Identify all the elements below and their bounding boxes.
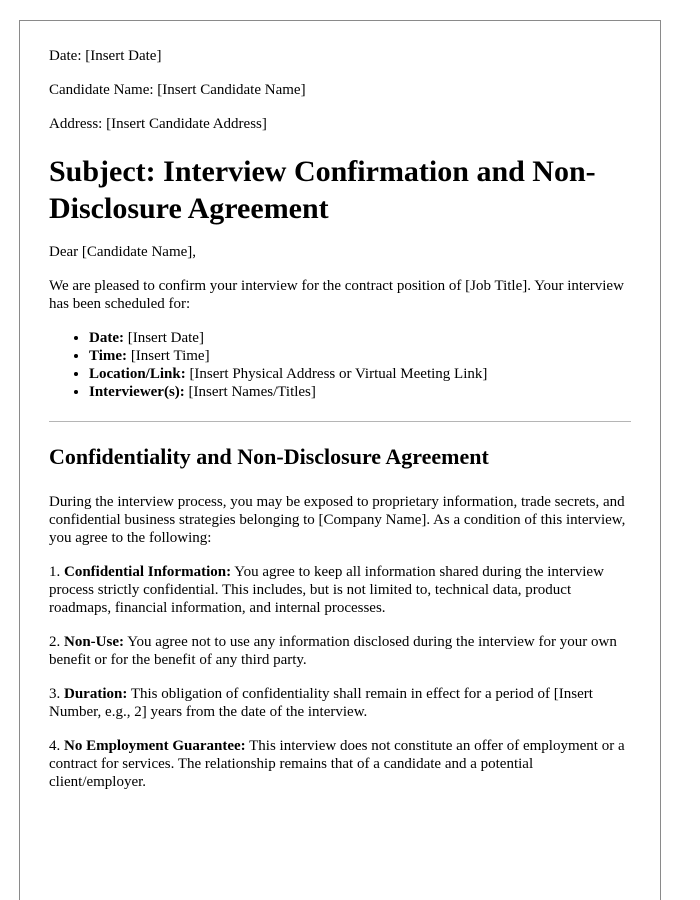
term-number: 1. [49, 564, 64, 580]
term-number: 4. [49, 738, 64, 754]
intro-paragraph: We are pleased to confirm your interview for the contract position of [Job Title]. Your interview has been scheduled for: [49, 278, 624, 312]
term-title: Confidential Information: [64, 564, 232, 580]
term-non-use [49, 633, 631, 669]
address-line: Address: [Insert Candidate Address] [49, 116, 267, 132]
schedule-label: Time: [89, 348, 128, 364]
schedule-value: [Insert Names/Titles] [184, 384, 316, 400]
letter-document [19, 20, 661, 900]
term-text: You agree not to use any information disclosed during the interview for your own benefit or for the benefit of any third party. [49, 634, 617, 668]
term-text: This interview does not constitute an offer of employment or a contract for services. The relationship remains that of a candidate and a potential client/employer. [49, 738, 625, 790]
term-number: 2. [49, 634, 64, 650]
schedule-label: Location/Link: [89, 366, 186, 382]
salutation: Dear [Candidate Name], [49, 244, 197, 260]
nda-heading: Confidentiality and Non-Disclosure Agreement [49, 444, 489, 469]
schedule-label: Date: [89, 330, 124, 346]
schedule-item-location [89, 365, 631, 383]
candidate-name-line: Candidate Name: [Insert Candidate Name] [49, 82, 306, 98]
section-divider [49, 421, 631, 422]
subject-heading: Subject: Interview Confirmation and Non-Disclosure Agreement [49, 155, 596, 225]
schedule-label: Interviewer(s): [89, 384, 185, 400]
schedule-value: [Insert Time] [127, 348, 210, 364]
term-title: Duration: [64, 686, 128, 702]
term-no-employment-guarantee [49, 737, 631, 791]
nda-intro-paragraph: During the interview process, you may be exposed to proprietary information, trade secrets, and confidential business strategies belonging to [Company Name]. As a condition of this interview, you agree to the following: [49, 494, 626, 546]
schedule-value: [Insert Date] [123, 330, 204, 346]
schedule-list [49, 329, 631, 401]
term-number: 3. [49, 686, 64, 702]
term-text: This obligation of confidentiality shall remain in effect for a period of [Insert Number, e.g., 2] years from the date of the interview. [49, 686, 593, 720]
term-text: You agree to keep all information shared during the interview process strictly confidential. This includes, but is not limited to, technical data, product roadmaps, financial information, and internal processes. [49, 564, 604, 616]
term-title: Non-Use: [64, 634, 124, 650]
schedule-item-interviewers [89, 383, 631, 401]
schedule-item-time [89, 347, 631, 365]
term-confidential-information [49, 563, 631, 617]
schedule-item-date [89, 329, 631, 347]
term-duration [49, 685, 631, 721]
schedule-value: [Insert Physical Address or Virtual Meeting Link] [185, 366, 488, 382]
date-line: Date: [Insert Date] [49, 48, 162, 64]
term-title: No Employment Guarantee: [64, 738, 246, 754]
